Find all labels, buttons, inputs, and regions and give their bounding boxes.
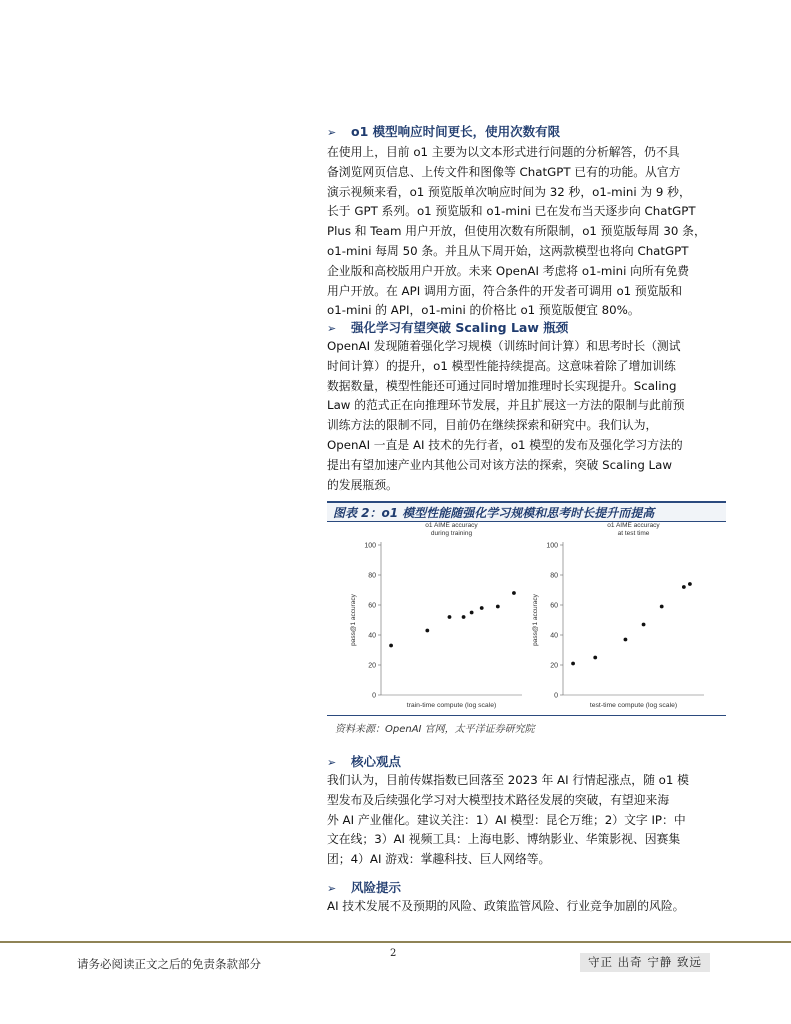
footer-motto: 守正 出奇 宁静 致远 xyxy=(580,953,710,972)
section-heading: ➢ 核心观点 xyxy=(327,753,727,771)
data-point xyxy=(682,585,686,589)
text-line: 用户开放。在 API 调用方面，符合条件的开发者可调用 o1 预览版和 xyxy=(327,283,683,298)
section-risk xyxy=(327,879,727,917)
footer-disclaimer: 请务必阅读正文之后的免责条款部分 xyxy=(77,957,261,971)
y-tick-label: 80 xyxy=(368,572,376,580)
text-line: OpenAI 发现随着强化学习规模（训练时间计算）和思考时长（测试 xyxy=(327,339,681,353)
y-tick-label: 0 xyxy=(372,692,376,700)
data-point xyxy=(462,615,466,619)
section-paragraph xyxy=(327,337,727,495)
y-tick-label: 80 xyxy=(550,572,558,580)
section-paragraph xyxy=(327,143,727,321)
text-line: Law 的范式正在向推理环节发展，并且扩展这一方法的限制与此前预 xyxy=(327,398,685,413)
y-tick-label: 20 xyxy=(368,662,376,670)
data-point xyxy=(496,605,500,609)
x-axis-label: test-time compute (log scale) xyxy=(589,702,678,709)
y-tick-label: 60 xyxy=(368,602,376,610)
data-point xyxy=(512,591,516,595)
section-heading: ➢ 风险提示 xyxy=(327,879,727,897)
text-line: 企业版和高校版用户开放。未来 OpenAI 考虑将 o1-mini 向所有免费 xyxy=(327,263,690,278)
text-line: 数据数量，模型性能还可通过同时增加推理时长实现提升。Scaling xyxy=(327,378,677,393)
chart-title: at test time xyxy=(617,530,650,537)
text-line: 外 AI 产业催化。建议关注：1）AI 模型：昆仑万维；2）文字 IP：中 xyxy=(327,812,686,827)
text-line: 型发布及后续强化学习对大模型技术路径发展的突破，有望迎来海 xyxy=(327,792,670,807)
data-point xyxy=(470,611,474,615)
section-heading: ➢ o1 模型响应时间更长，使用次数有限 xyxy=(327,123,727,141)
chart-title: o1 AIME accuracy xyxy=(425,522,478,529)
data-point xyxy=(425,629,429,633)
text-line: 团；4）AI 游戏：掌趣科技、巨人网络等。 xyxy=(327,852,551,867)
text-line: 长于 GPT 系列。o1 预览版和 o1-mini 已在发布当天逐步向 ChatGPT xyxy=(327,204,696,219)
text-line: 时间计算）的提升，o1 模型性能持续提高。这意味着除了增加训练 xyxy=(327,358,676,373)
section-paragraph xyxy=(327,771,727,870)
y-tick-label: 100 xyxy=(364,542,376,550)
data-point xyxy=(480,606,484,610)
text-line: 训练方法的限制不同，目前仍在继续探索和研究中。我们认为， xyxy=(327,418,658,433)
x-axis-label: train-time compute (log scale) xyxy=(406,702,497,709)
data-point xyxy=(642,623,646,627)
data-point xyxy=(688,582,692,586)
arrow-bullet-icon: ➢ xyxy=(327,756,337,769)
page-number: 2 xyxy=(390,948,397,959)
figure-title: 图表 2：o1 模型性能随强化学习规模和思考时长提升而提高 xyxy=(333,506,655,520)
y-tick-label: 40 xyxy=(550,632,558,640)
arrow-bullet-icon: ➢ xyxy=(327,882,337,895)
data-point xyxy=(389,644,393,648)
figure-source: 资料来源：OpenAI 官网，太平洋证券研究院 xyxy=(335,724,535,735)
chart-title: o1 AIME accuracy xyxy=(607,522,660,529)
y-tick-label: 0 xyxy=(554,692,558,700)
section-heading: ➢ 强化学习有望突破 Scaling Law 瓶颈 xyxy=(327,319,727,337)
data-point xyxy=(593,656,597,660)
text-line: 我们认为，目前传媒指数已回落至 2023 年 AI 行情起涨点，随 o1 模 xyxy=(327,773,689,787)
y-tick-label: 100 xyxy=(546,542,558,550)
figure-bottom-rule xyxy=(327,715,726,716)
text-line: 提出有望加速产业内其他公司对该方法的探索，突破 Scaling Law xyxy=(327,457,673,472)
footer-rule xyxy=(0,941,791,943)
data-point xyxy=(660,605,664,609)
y-tick-label: 60 xyxy=(550,602,558,610)
section-scaling-law xyxy=(327,319,727,495)
text-line: o1-mini 的 API，o1-mini 的价格比 o1 预览版便宜 80%。 xyxy=(327,303,640,318)
figure-title-bar xyxy=(327,501,726,522)
text-line: 在使用上，目前 o1 主要为以文本形式进行问题的分析解答，仍不具 xyxy=(327,145,680,159)
section-paragraph xyxy=(327,897,727,917)
y-axis-label: pass@1 accuracy xyxy=(532,594,539,646)
text-line: 的发展瓶颈。 xyxy=(327,477,398,492)
section-response-time xyxy=(327,123,727,321)
text-line: Plus 和 Team 用户开放，但使用次数有所限制，o1 预览版每周 30 条， xyxy=(327,224,706,239)
arrow-bullet-icon: ➢ xyxy=(327,126,337,139)
chart-title: during training xyxy=(430,530,473,537)
y-tick-label: 40 xyxy=(368,632,376,640)
text-line: 文在线；3）AI 视频工具：上海电影、博纳影业、华策影视、因赛集 xyxy=(327,832,681,847)
section-core-view xyxy=(327,753,727,870)
data-point xyxy=(448,615,452,619)
text-line: OpenAI 一直是 AI 技术的先行者，o1 模型的发布及强化学习方法的 xyxy=(327,437,683,452)
y-tick-label: 20 xyxy=(550,662,558,670)
text-line: 备浏览网页信息、上传文件和图像等 ChatGPT 已有的功能。从官方 xyxy=(327,164,681,179)
text-line: AI 技术发展不及预期的风险、政策监管风险、行业竞争加剧的风险。 xyxy=(327,899,685,913)
data-point xyxy=(571,662,575,666)
arrow-bullet-icon: ➢ xyxy=(327,322,337,335)
figure-charts xyxy=(327,522,727,714)
y-axis-label: pass@1 accuracy xyxy=(350,594,357,646)
text-line: 演示视频来看，o1 预览版单次响应时间为 32 秒，o1-mini 为 9 秒， xyxy=(327,184,691,199)
text-line: o1-mini 每周 50 条。并且从下周开始，这两款模型也将向 ChatGPT xyxy=(327,243,689,258)
data-point xyxy=(624,638,628,642)
